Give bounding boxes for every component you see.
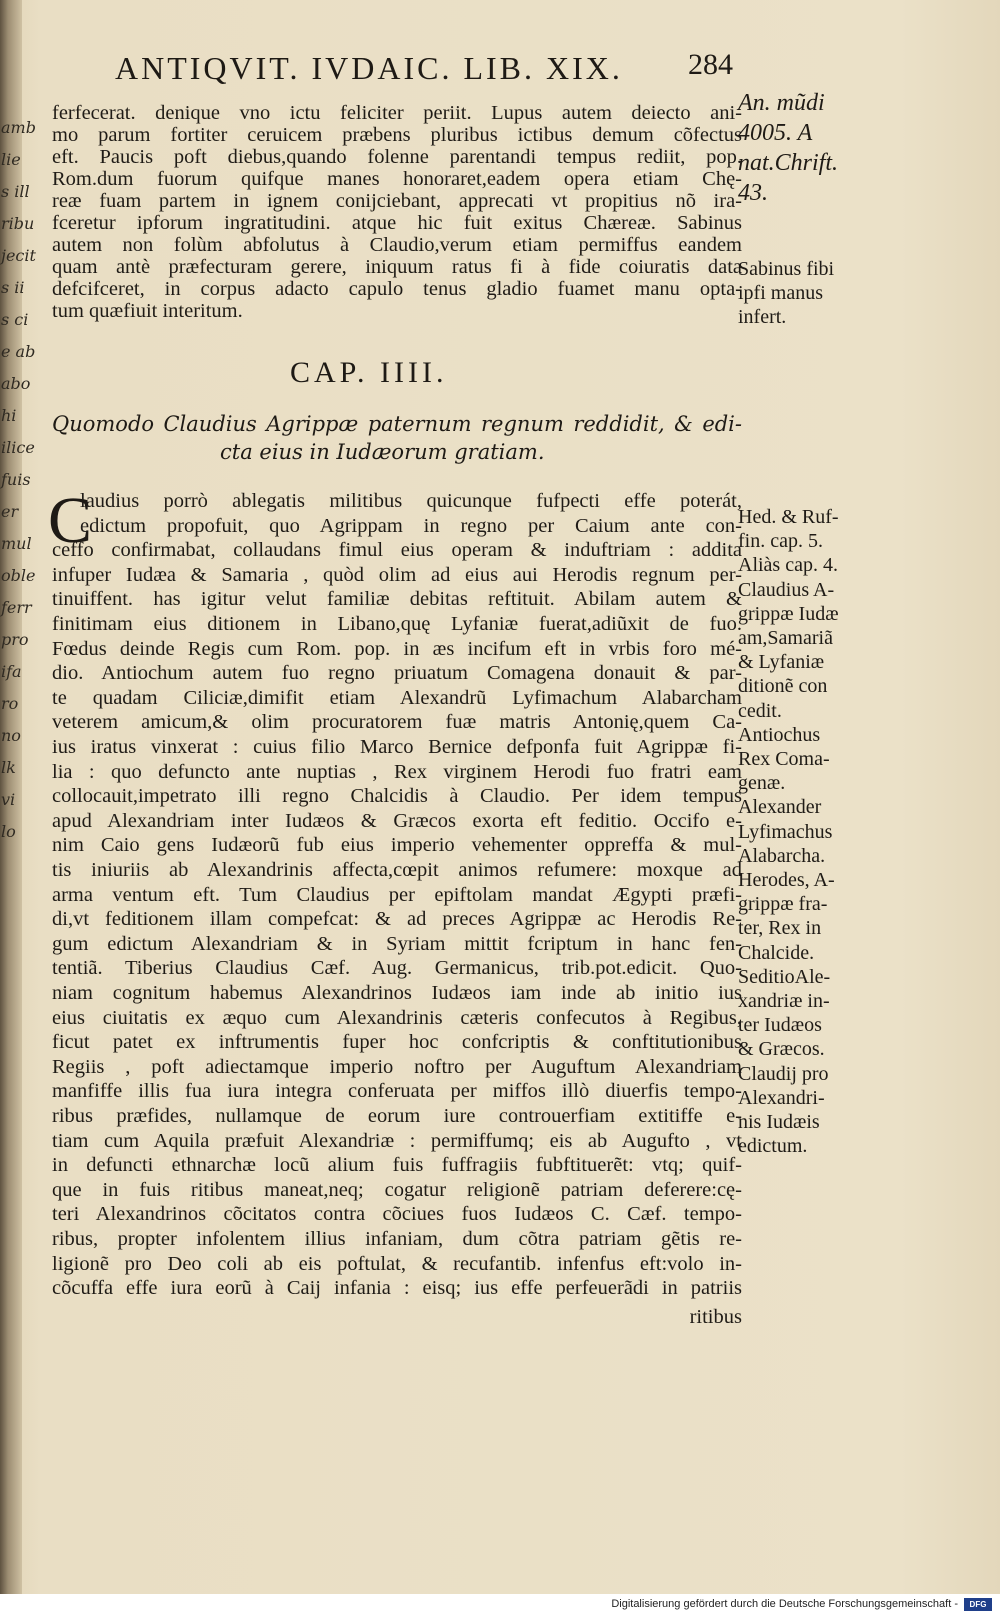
body-line: ficut patet ex inftrumentis fuper hoc confcriptis & conftitutionibus [52,1031,742,1054]
body-line: dio. Antiochum autem fuo regno priuatum Comagena donauit & par- [52,662,742,685]
body-line: nim Caio gens Iudæorũ fub eius imperio vehementer oppreffa & mul- [52,834,742,857]
intro-line: eft. Paucis poft diebus,quando folenne parentandi tempus rediit, pop. [52,146,742,168]
intro-line: fceretur ipforum ingratitudini. atque hic fuit exitus Chæreæ. Sabinus [52,212,742,234]
margin-date-line: 4005. A [738,120,813,146]
intro-line: Rom.dum fuorum quifque manes honoraret,eadem opera etiam Chę- [52,168,742,190]
body-line: ribus, propter infolentem illius infaniam, dum cõtra patriam gẽtis re- [52,1228,742,1250]
body-line: que in fuis ritibus maneat,neq; cogatur religionẽ patriam deferere:cę- [52,1178,742,1201]
marg-block-line: xandriæ in- [738,990,830,1012]
edge-fragment: s ii [1,278,25,297]
body-line: Fœdus deinde Regis cum Rom. pop. in æs incifum eft in vrbis foro mé- [52,637,742,660]
body-line: collocauit,impetrato illi regno Chalcidis à Claudio. Per idem tempus [52,785,742,808]
marg-block-line: am,Samariã [738,627,833,649]
edge-fragment: s ill [1,182,30,201]
body-line: tis iniuriis ab Alexandrinis affecta,cœpit animos refumere: moxque ad [52,859,742,881]
edge-fragment: hi [1,406,17,425]
body-line: gum edictum Alexandriam & in Syriam mittit fcriptum in hanc fen- [52,932,742,955]
body-line: eius ciuitatis ex æquo cum Alexandrinis cæteris confecutos à Regibus, [52,1006,742,1029]
page-number: 284 [688,48,733,81]
marg-block-line: Claudij pro [738,1062,829,1085]
body-line: ceffo confirmabat, collaudans fimul eius operam & induftriam : addita [52,539,742,562]
marg-sabinus-line: Sabinus fibi [738,258,835,280]
edge-fragment: fuis [1,470,31,489]
intro-line: autem non folùm abfolutus à Claudio,verum etiam permiffus eandem [52,234,742,256]
intro-line: quam antè præfecturam gerere, iniquum ratus fi à fide coiuratis data [52,256,742,278]
marg-block-line: ditionẽ con [738,675,828,698]
edge-fragment: no [1,726,21,745]
marg-block-line: Aliàs cap. 4. [738,554,838,577]
edge-fragment: ferr [1,598,32,617]
marg-sabinus-line: ipfi manus [738,282,823,304]
body-line: in defuncti ethnarchæ locũ alium fuis fuffragiis fubftituerẽt: vtq; quif- [52,1154,742,1177]
marg-block-line: & Græcos. [738,1038,825,1061]
intro-line: tum quæfiuit interitum. [52,300,243,322]
edge-fragment: mul [1,534,32,553]
intro-line: reæ fuam partem in ignem conijciebant, apprecati vt propitius nõ ira- [52,190,742,212]
body-line: ligionẽ pro Deo coli ab eis poftulat, & recufantib. infenfus eft:volo in- [52,1252,742,1275]
body-line: finitimam eius ditionem in Libano,quę Lyfaniæ fuerat,adiũxit de fuo. [52,613,742,635]
edge-fragment: ilice [1,438,35,457]
edge-fragment: e ab [1,342,36,361]
edge-fragment: amb [1,118,36,137]
body-line: teri Alexandrinos cõcitatos contra cõciues fuos Iudæos C. Cæf. tempo- [52,1203,742,1226]
margin-date-line: 43. [738,180,768,206]
body-line: Regiis , poft adiectamque imperio noftro per Auguftum Alexandriam [52,1055,742,1078]
body-line: ius iratus vinxerat : cuius filio Marco Bernice defponfa fuit Agrippæ fi- [52,736,742,758]
edge-fragment: oble [1,566,36,585]
chapter-subtitle-line-1: Quomodo Claudius Agrippæ paternum regnum reddidit, & edi- [52,412,742,436]
marg-block-line: edictum. [738,1135,808,1158]
edge-fragment: ribu [1,214,35,233]
marg-block-line: Hed. & Ruf- [738,506,839,528]
body-line: ribus præfides, nullamque de eorum iure controuerfiam extitiffe e- [52,1105,742,1127]
edge-fragment: ro [1,694,19,713]
body-line: tiam cum Aquila præfuit Alexandriæ : permiffumq; eis ab Augufto , vt [52,1129,742,1152]
chapter-heading: CAP. IIII. [290,356,448,389]
margin-date-line: An. mũdi [738,90,825,116]
marg-block-line: genæ. [738,772,786,795]
drop-capital: C [48,484,93,557]
marg-block-line: Lyfimachus [738,820,833,843]
marg-block-line: ter Iudæos [738,1014,822,1037]
body-line: veterem amicum,& olim procuratorem fuæ matris Antonię,quem Ca- [52,711,742,734]
marg-block-line: Alabarcha. [738,844,826,867]
edge-fragment: er [1,502,19,521]
marg-block-line: Chalcide. [738,941,815,964]
marg-block-line: Alexander [738,796,822,819]
marg-block-line: Claudius A- [738,578,835,601]
footer-credit-text: Digitalisierung gefördert durch die Deutsche Forschungsgemeinschaft - [611,1598,958,1610]
chapter-subtitle-line-2: cta eius in Iudæorum gratiam. [220,440,545,464]
intro-line: mo parum fortiter ceruicem præbens pluribus ictibus demum cõfectus [52,124,742,146]
marg-block-line: grippæ fra- [738,893,828,916]
edge-fragment: lie [1,150,21,169]
body-line: manfiffe illis fua iura integra conferuata per miffos illò diuerfis tempo- [52,1080,742,1103]
running-head: ANTIQVIT. IVDAIC. LIB. XIX. [115,50,623,86]
digitization-footer [0,1594,1000,1616]
intro-line: ferfecerat. denique vno ictu feliciter periit. Lupus autem deiecto ani- [52,102,742,124]
body-line: infuper Iudæa & Samaria , quòd olim ad eius aui Herodis regnum per- [52,563,742,586]
body-line: apud Alexandriam inter Iudæos & Græcos exorta eft feditio. Occifo e- [52,809,742,832]
marg-block-line: fin. cap. 5. [738,530,823,553]
body-line: tinuiffent. has igitur velut familiæ debitas reftituit. Abilam autem & [52,588,742,611]
marg-block-line: Herodes, A- [738,869,835,891]
catchword: ritibus [689,1306,742,1328]
edge-fragment: vi [1,790,16,809]
marg-block-line: ter, Rex in [738,917,822,940]
edge-fragment: s ci [1,310,29,329]
marg-block-line: Antiochus [738,723,821,746]
marg-block-line: grippæ Iudæ [738,602,839,625]
marg-block-line: SeditioAle- [738,965,831,988]
marg-block-line: Alexandri- [738,1086,825,1109]
intro-line: defcifceret, in corpus adacto capulo tenus gladio fuamet manu opta- [52,278,742,300]
body-line: lia : quo defuncto ante nuptias , Rex virginem Herodi fuo fratri eam [52,760,742,783]
body-line: laudius porrò ablegatis militibus quicunque fufpecti effe poterát, [80,490,742,512]
edge-fragment: abo [1,374,31,393]
marg-block-line: nis Iudæis [738,1111,820,1133]
marg-block-line: cedit. [738,699,782,722]
marg-sabinus-line: infert. [738,306,787,328]
edge-fragment: pro [1,630,29,649]
body-line: di,vt feditionem illam compefcat: & ad preces Agrippæ ac Herodis Re- [52,908,742,931]
body-line: tentiã. Tiberius Claudius Cæf. Aug. Germanicus, trib.pot.edicit. Quo- [52,957,742,980]
margin-date-line: nat.Chrift. [738,150,839,176]
edge-fragment: jecit [1,246,36,265]
marg-block-line: & Lyfaniæ [738,651,825,674]
body-line: cõcuffa effe iura eorũ à Caij infania : eisq; ius effe perfeuerãdi in patriis [52,1277,742,1300]
dfg-logo: DFG [964,1598,992,1611]
body-line: niam cognitum habemus Alexandrinos Iudæos iam inde ab initio ius [52,982,742,1004]
body-line: arma ventum eft. Tum Claudius per epiftolam mandat Ægypti præfi- [52,883,742,906]
marg-block-line: Rex Coma- [738,748,830,770]
body-line: edictum propofuit, quo Agrippam in regno per Caium ante con- [80,514,742,537]
edge-fragment: ifa [1,662,22,681]
edge-fragment: lk [1,758,16,777]
edge-fragment: lo [1,822,16,841]
body-line: te quadam Ciliciæ,dimifit etiam Alexandrũ Lyfimachum Alabarcham [52,686,742,709]
